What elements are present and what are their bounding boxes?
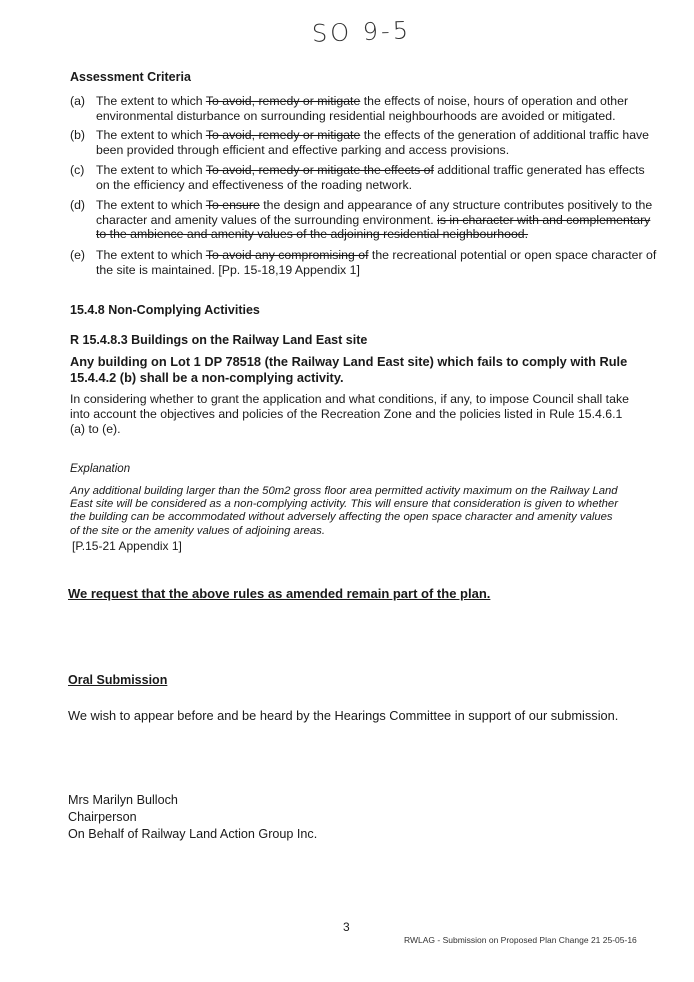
rule-statement: Any building on Lot 1 DP 78518 (the Railway Land East site) which fails to comply with Rule 15.4.4.2 (b) shall be a non-complying activity.	[70, 354, 628, 385]
criterion-text: additional traffic generated has effects on the efficiency and effectiveness of the roading network.	[96, 163, 645, 192]
section-heading: 15.4.8 Non-Complying Activities	[70, 303, 260, 317]
criterion-a	[70, 94, 660, 123]
deleted-text-2: is in character with and complementary to the ambience and amenity values of the adjoining residential neighbourhood.	[96, 212, 651, 241]
deleted-text: To avoid, remedy or mitigate	[205, 94, 361, 108]
criterion-prefix: The extent to which	[96, 94, 206, 108]
deleted-text: To avoid, remedy or mitigate the effects of	[205, 163, 434, 177]
criterion-prefix: The extent to which	[96, 163, 206, 177]
request-statement: We request that the above rules as amended remain part of the plan.	[68, 586, 491, 601]
criterion-b	[70, 128, 660, 157]
assessment-heading: Assessment Criteria	[70, 70, 191, 84]
page-footer: RWLAG - Submission on Proposed Plan Change 21 25-05-16	[404, 935, 637, 945]
page-number: 3	[343, 920, 350, 934]
rule-paragraph: In considering whether to grant the application and what conditions, if any, to impose Council shall take into account the objectives and policies of the Recreation Zone and the policies listed in Rule 15.4.6.1 (a) to (e).	[70, 392, 629, 436]
oral-submission-text: We wish to appear before and be heard by the Hearings Committee in support of our submission.	[68, 708, 619, 723]
criterion-label: (c)	[70, 163, 85, 177]
explanation-text: Any additional building larger than the 50m2 gross floor area permitted activity maximum on the Railway Land East site will be considered as a non-complying activity. This will ensure that consideration is given to whether the building can be accommodated without adversely affecting the open space character and amenity values of the site or the amenity values of adjoining areas.	[70, 485, 618, 537]
rule-heading: R 15.4.8.3 Buildings on the Railway Land East site	[70, 333, 368, 347]
criterion-d	[70, 198, 660, 242]
criterion-prefix: The extent to which	[96, 248, 206, 262]
signatory-organisation: On Behalf of Railway Land Action Group Inc.	[68, 827, 318, 841]
criterion-c	[70, 163, 660, 192]
oral-submission-heading: Oral Submission	[68, 673, 168, 687]
criterion-prefix: The extent to which	[96, 198, 206, 212]
criterion-text: the recreational potential or open space character of the site is maintained. [Pp. 15-18,19 Appendix 1]	[96, 248, 657, 277]
criterion-prefix: The extent to which	[96, 128, 206, 142]
deleted-text: To avoid any compromising of	[205, 248, 369, 262]
criterion-label: (b)	[70, 128, 86, 142]
criterion-label: (e)	[70, 248, 86, 262]
deleted-text: To avoid, remedy or mitigate	[205, 128, 361, 142]
criterion-label: (d)	[70, 198, 86, 212]
criterion-label: (a)	[70, 94, 86, 108]
handwritten-reference: SO 9-5	[311, 16, 412, 48]
criterion-text: the design and appearance of any structure contributes positively to the character and amenity values of the surrounding environment.	[96, 198, 653, 227]
criterion-text: the effects of the generation of additional traffic have been provided through efficient and effective parking and access provisions.	[96, 128, 650, 157]
explanation-heading: Explanation	[70, 463, 131, 475]
signatory-name: Mrs Marilyn Bulloch	[68, 793, 178, 807]
criterion-e	[70, 248, 660, 277]
signatory-role: Chairperson	[68, 810, 137, 824]
deleted-text: To ensure	[205, 198, 260, 212]
criterion-text: the effects of noise, hours of operation and other environmental disturbance on surrounding residential neighbourhoods are avoided or mitigated.	[96, 94, 629, 123]
explanation-reference: [P.15-21 Appendix 1]	[72, 539, 182, 553]
